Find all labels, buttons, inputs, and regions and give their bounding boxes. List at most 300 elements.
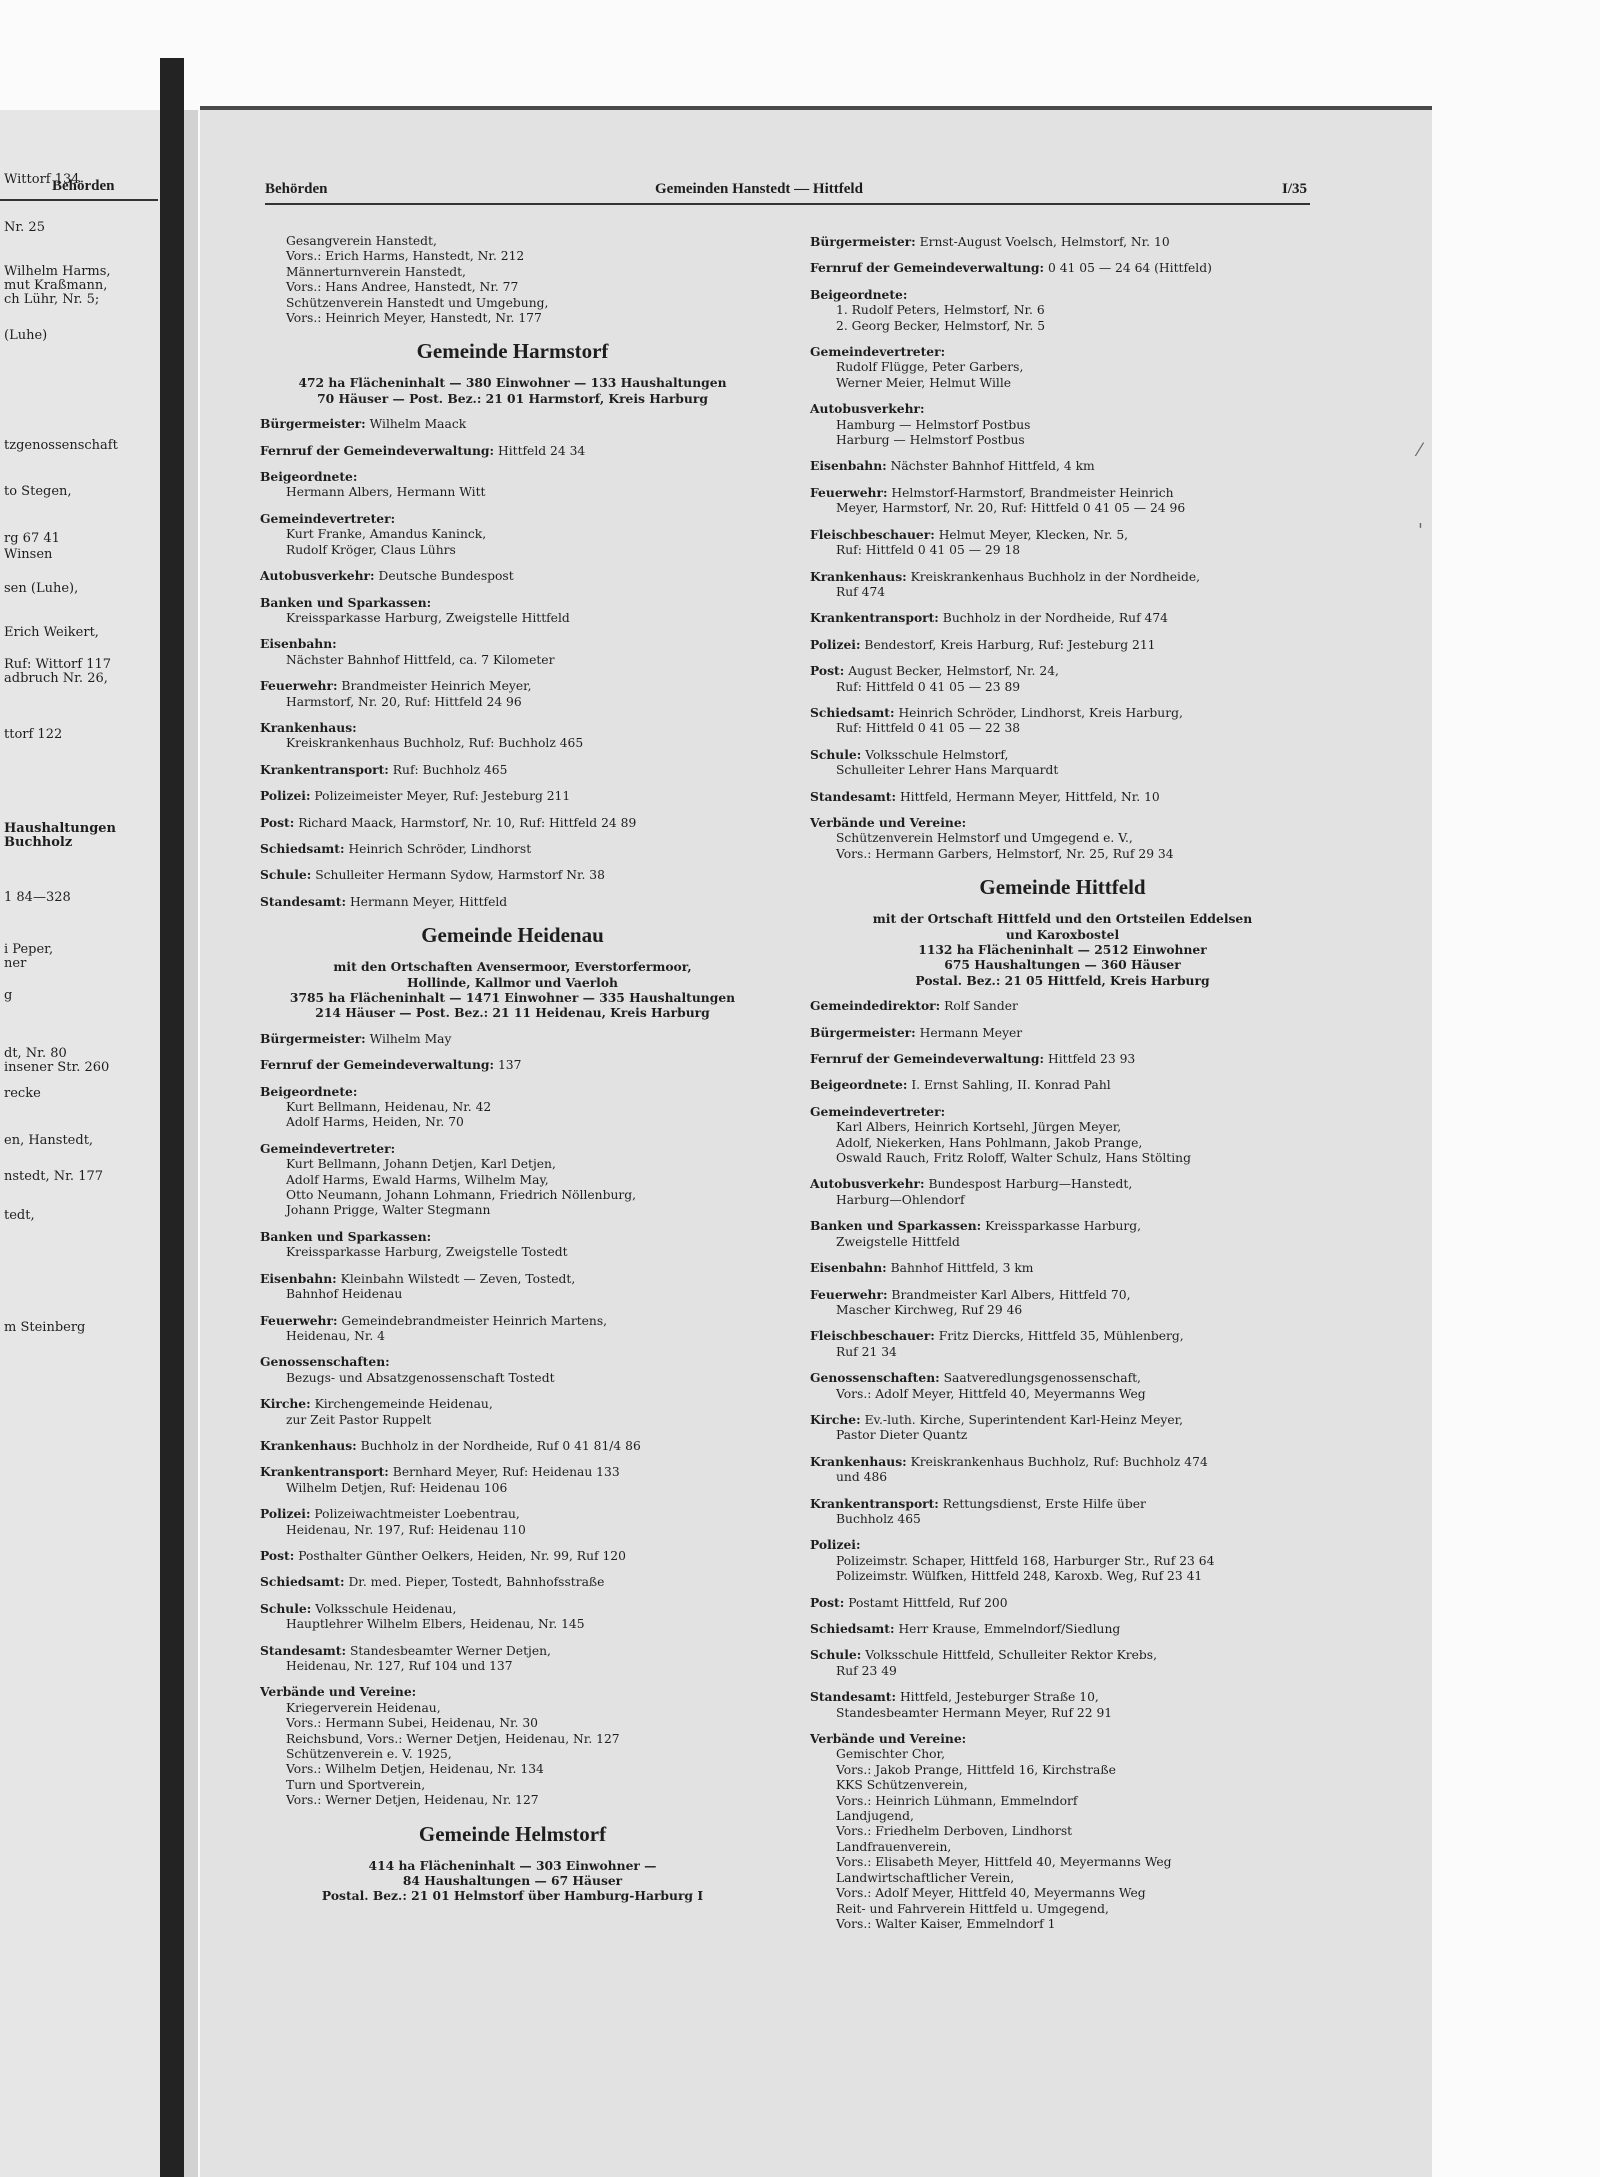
entry-line xyxy=(260,469,765,485)
previous-page-fragment xyxy=(0,110,160,2177)
entry-label: Polizei: xyxy=(810,1537,861,1553)
hittfeld-entries xyxy=(810,998,1315,1932)
entry-line xyxy=(810,1496,1315,1512)
stats-line: 3785 ha Flächeninhalt — 1471 Einwohner — 335 Haushaltungen xyxy=(289,990,736,1005)
entry-value: Saatveredlungsgenossenschaft, xyxy=(943,1371,1141,1386)
entry-value: Nächster Bahnhof Hittfeld, 4 km xyxy=(890,459,1095,474)
entry-line xyxy=(810,344,1315,360)
entry-line xyxy=(260,1643,765,1659)
entry-value: Hittfeld 23 93 xyxy=(1047,1052,1136,1067)
entry-continuation: Polizeimstr. Wülfken, Hittfeld 248, Karoxb. Weg, Ruf 23 41 xyxy=(836,1569,1203,1584)
entry-label: Schiedsamt: xyxy=(260,1574,345,1590)
entry-label: Feuerwehr: xyxy=(810,1286,888,1302)
entry-line xyxy=(810,1689,1315,1705)
entry-line xyxy=(260,1548,765,1564)
entry-continuation: Vors.: Adolf Meyer, Hittfeld 40, Meyermanns Weg xyxy=(836,1386,1146,1401)
entry-continuation: Turn und Sportverein, xyxy=(286,1777,426,1792)
entry-value: 137 xyxy=(497,1058,522,1073)
directory-entry xyxy=(810,287,1315,334)
entry-continuation: Heidenau, Nr. 4 xyxy=(286,1328,385,1343)
entry-value: Kreiskrankenhaus Buchholz, Ruf: Buchholz 474 xyxy=(910,1454,1208,1469)
entry-value: Wilhelm May xyxy=(369,1031,452,1046)
entry-line xyxy=(260,678,765,694)
entry-label: Krankentransport: xyxy=(260,1464,389,1480)
left-page-line: nstedt, Nr. 177 xyxy=(4,1169,104,1184)
entry-continuation: Zweigstelle Hittfeld xyxy=(836,1234,960,1249)
entry-continuation: Kurt Franke, Amandus Kaninck, xyxy=(286,527,487,542)
entry-line xyxy=(260,867,765,883)
entry-value: Ruf: Buchholz 465 xyxy=(392,762,508,777)
entry-label: Post: xyxy=(810,1594,845,1610)
entry-label: Post: xyxy=(260,1547,295,1563)
entry-label: Standesamt: xyxy=(260,1642,347,1658)
entry-continuation: KKS Schützenverein, xyxy=(836,1778,968,1793)
left-page-line: m Steinberg xyxy=(4,1320,86,1335)
entry-label: Eisenbahn: xyxy=(260,636,337,652)
directory-entry xyxy=(810,789,1315,805)
directory-entry xyxy=(810,1454,1315,1486)
directory-entry xyxy=(260,1354,765,1386)
directory-entry xyxy=(260,1313,765,1345)
entry-label: Gemeindevertreter: xyxy=(810,344,946,360)
entry-value: Hittfeld, Jesteburger Straße 10, xyxy=(899,1690,1099,1705)
directory-entry xyxy=(260,788,765,804)
entry-line xyxy=(810,1104,1315,1120)
entry-continuation: Kurt Bellmann, Johann Detjen, Karl Detjen, xyxy=(286,1157,556,1172)
entry-label: Fleischbeschauer: xyxy=(810,1328,935,1344)
directory-entry xyxy=(810,1412,1315,1444)
directory-entry xyxy=(260,1464,765,1496)
entry-line xyxy=(810,1051,1315,1067)
entry-value: Rettungsdienst, Erste Hilfe über xyxy=(942,1496,1146,1511)
entry-value: Kleinbahn Wilstedt — Zeven, Tostedt, xyxy=(340,1271,576,1286)
entry-continuation: Gemischter Chor, xyxy=(836,1747,945,1762)
entry-continuation: Vors.: Hermann Garbers, Helmstorf, Nr. 25, Ruf 29 34 xyxy=(836,846,1174,861)
entry-label: Schiedsamt: xyxy=(260,840,345,856)
entry-value: 0 41 05 — 24 64 (Hittfeld) xyxy=(1047,261,1212,276)
directory-entry xyxy=(810,747,1315,779)
entry-line xyxy=(260,568,765,584)
entry-line xyxy=(260,1464,765,1480)
entry-continuation: Heidenau, Nr. 197, Ruf: Heidenau 110 xyxy=(286,1522,526,1537)
entry-value: Volksschule Helmstorf, xyxy=(865,747,1009,762)
entry-line xyxy=(810,705,1315,721)
entry-continuation: Nächster Bahnhof Hittfeld, ca. 7 Kilometer xyxy=(286,652,555,667)
entry-continuation: Adolf, Niekerken, Hans Pohlmann, Jakob Prange, xyxy=(836,1135,1143,1150)
entry-line xyxy=(810,1218,1315,1234)
entry-line xyxy=(260,841,765,857)
entry-value: August Becker, Helmstorf, Nr. 24, xyxy=(848,664,1059,679)
entry-label: Beigeordnete: xyxy=(810,286,908,302)
entry-value: Ernst-August Voelsch, Helmstorf, Nr. 10 xyxy=(919,235,1170,249)
left-page-line: g xyxy=(4,988,13,1003)
entry-continuation: Kreissparkasse Harburg, Zweigstelle Tostedt xyxy=(286,1245,568,1260)
directory-entry xyxy=(260,867,765,883)
entry-line xyxy=(810,1647,1315,1663)
entry-value: Polizeiwachtmeister Loebentrau, xyxy=(314,1507,520,1522)
directory-entry xyxy=(810,458,1315,474)
entry-continuation: Adolf Harms, Heiden, Nr. 70 xyxy=(286,1115,464,1130)
entry-value: Schulleiter Hermann Sydow, Harmstorf Nr. 38 xyxy=(315,868,605,883)
entry-continuation: und 486 xyxy=(836,1470,888,1485)
entry-continuation: Ruf: Hittfeld 0 41 05 — 29 18 xyxy=(836,543,1021,558)
entry-value: Rolf Sander xyxy=(944,999,1018,1014)
helmstorf-stats xyxy=(260,1858,765,1904)
entry-line xyxy=(810,1328,1315,1344)
entry-continuation: Oswald Rauch, Fritz Roloff, Walter Schulz, Hans Stölting xyxy=(836,1151,1191,1166)
entry-value: Kreiskrankenhaus Buchholz in der Nordheide, xyxy=(910,569,1201,584)
entry-value: Wilhelm Maack xyxy=(369,417,467,432)
entry-value: Bahnhof Hittfeld, 3 km xyxy=(890,1261,1034,1276)
left-page-line: mut Kraßmann, xyxy=(4,278,108,293)
directory-entry xyxy=(260,1506,765,1538)
entry-line xyxy=(810,1370,1315,1386)
club-line: Männerturnverein Hanstedt, xyxy=(286,264,466,279)
directory-entry xyxy=(810,1731,1315,1932)
directory-entry xyxy=(810,1287,1315,1319)
entry-label: Fernruf der Gemeindeverwaltung: xyxy=(810,1051,1045,1067)
stats-line: 84 Haushaltungen — 67 Häuser xyxy=(402,1873,623,1889)
entry-label: Beigeordnete: xyxy=(260,469,358,485)
stats-line: mit der Ortschaft Hittfeld und den Ortsteilen Eddelsen xyxy=(872,911,1253,927)
entry-continuation: Hermann Albers, Hermann Witt xyxy=(286,485,486,500)
entry-value: Brandmeister Heinrich Meyer, xyxy=(341,679,532,694)
section-title-helmstorf: Gemeinde Helmstorf xyxy=(418,1821,607,1846)
entry-continuation: Ruf 21 34 xyxy=(836,1344,897,1359)
club-line: Schützenverein Hanstedt und Umgebung, xyxy=(286,295,549,310)
entry-label: Feuerwehr: xyxy=(810,484,888,500)
entry-value: Kirchengemeinde Heidenau, xyxy=(314,1397,493,1412)
entry-continuation: Ruf: Hittfeld 0 41 05 — 22 38 xyxy=(836,721,1021,736)
entry-label: Krankenhaus: xyxy=(260,719,357,735)
entry-label: Gemeindedirektor: xyxy=(810,998,941,1014)
entry-line xyxy=(810,789,1315,805)
entry-continuation: Harburg—Ohlendorf xyxy=(836,1192,965,1207)
entry-label: Standesamt: xyxy=(810,788,897,804)
entry-continuation: Schulleiter Lehrer Hans Marquardt xyxy=(836,763,1059,778)
left-page-line: dt, Nr. 80 xyxy=(4,1046,67,1061)
entry-value: Hittfeld, Hermann Meyer, Hittfeld, Nr. 10 xyxy=(899,789,1160,804)
section-title-heidenau: Gemeinde Heidenau xyxy=(421,923,604,948)
stats-line: 214 Häuser — Post. Bez.: 21 11 Heidenau, Kreis Harburg xyxy=(315,1005,710,1021)
entry-line xyxy=(810,1412,1315,1428)
directory-entry xyxy=(260,636,765,668)
entry-label: Gemeindevertreter: xyxy=(810,1103,946,1119)
page-number: I/35 xyxy=(1282,181,1308,197)
entry-continuation: Reit- und Fahrverein Hittfeld u. Umgegend, xyxy=(836,1901,1109,1916)
entry-value: Bundespost Harburg—Hanstedt, xyxy=(928,1177,1133,1192)
entry-label: Eisenbahn: xyxy=(810,458,887,474)
entry-continuation: Landjugend, xyxy=(836,1809,914,1824)
entry-line xyxy=(260,1506,765,1522)
club-line: Vors.: Hans Andree, Hanstedt, Nr. 77 xyxy=(286,280,519,295)
stats-line: 70 Häuser — Post. Bez.: 21 01 Harmstorf, Kreis Harburg xyxy=(317,390,708,406)
hittfeld-stats xyxy=(810,911,1315,988)
entry-label: Schule: xyxy=(810,1647,862,1663)
directory-entry xyxy=(810,1218,1315,1250)
book-binding xyxy=(160,58,184,2177)
entry-label: Beigeordnete: xyxy=(810,1077,908,1093)
left-page-line: en, Hanstedt, xyxy=(4,1133,94,1148)
entry-value: Herr Krause, Emmelndorf/Siedlung xyxy=(898,1622,1121,1636)
entry-continuation: zur Zeit Pastor Ruppelt xyxy=(286,1412,432,1427)
directory-entry xyxy=(260,1229,765,1261)
entry-line xyxy=(260,595,765,611)
entry-label: Autobusverkehr: xyxy=(810,1176,925,1192)
entry-line xyxy=(260,1031,765,1047)
directory-entry xyxy=(810,1689,1315,1721)
entry-label: Schule: xyxy=(810,746,862,762)
running-header-left: Behörden xyxy=(265,181,328,197)
entry-continuation: 2. Georg Becker, Helmstorf, Nr. 5 xyxy=(836,318,1046,333)
left-page-line: ttorf 122 xyxy=(4,727,63,742)
entry-line xyxy=(810,485,1315,501)
directory-entry xyxy=(810,1051,1315,1067)
entry-label: Fernruf der Gemeindeverwaltung: xyxy=(260,442,495,458)
entry-continuation: Kriegerverein Heidenau, xyxy=(286,1700,441,1715)
heidenau-entries xyxy=(260,1031,765,1809)
directory-entry xyxy=(810,610,1315,626)
entry-value: I. Ernst Sahling, II. Konrad Pahl xyxy=(911,1078,1111,1093)
entry-label: Fernruf der Gemeindeverwaltung: xyxy=(260,1057,495,1073)
directory-entry xyxy=(810,705,1315,737)
entry-continuation: Buchholz 465 xyxy=(836,1511,921,1526)
directory-entry xyxy=(260,1643,765,1675)
entry-line xyxy=(260,1084,765,1100)
entry-label: Kirche: xyxy=(260,1396,311,1412)
entry-value: Fritz Diercks, Hittfeld 35, Mühlenberg, xyxy=(938,1329,1184,1344)
entry-label: Verbände und Vereine: xyxy=(260,1684,417,1700)
entry-continuation: Kurt Bellmann, Heidenau, Nr. 42 xyxy=(286,1100,492,1115)
directory-entry xyxy=(260,443,765,459)
entry-label: Krankentransport: xyxy=(810,1495,939,1511)
entry-continuation: Vors.: Heinrich Lühmann, Emmelndorf xyxy=(836,1793,1078,1808)
section-title-hittfeld: Gemeinde Hittfeld xyxy=(979,875,1146,900)
entry-line xyxy=(260,416,765,432)
directory-entry xyxy=(810,1621,1315,1637)
directory-entry xyxy=(260,1601,765,1633)
entry-continuation: Hamburg — Helmstorf Postbus xyxy=(836,417,1031,432)
club-line: Vors.: Heinrich Meyer, Hanstedt, Nr. 177 xyxy=(286,311,542,326)
directory-entry xyxy=(260,762,765,778)
entry-line xyxy=(260,511,765,527)
directory-entry xyxy=(260,1574,765,1590)
entry-continuation: Polizeimstr. Schaper, Hittfeld 168, Harburger Str., Ruf 23 64 xyxy=(836,1553,1215,1568)
entry-line xyxy=(810,260,1315,276)
entry-line xyxy=(810,998,1315,1014)
entry-continuation: Pastor Dieter Quantz xyxy=(836,1428,968,1443)
entry-line xyxy=(810,1454,1315,1470)
left-page-line: Wilhelm Harms, xyxy=(4,264,111,279)
left-page-line: Wittorf 134 xyxy=(4,172,80,187)
entry-continuation: Harburg — Helmstorf Postbus xyxy=(836,433,1025,448)
left-page-line: Erich Weikert, xyxy=(4,625,99,640)
directory-entry xyxy=(260,815,765,831)
directory-entry xyxy=(810,527,1315,559)
entry-line xyxy=(260,1271,765,1287)
club-line: Gesangverein Hanstedt, xyxy=(286,234,437,248)
entry-value: Kreissparkasse Harburg, xyxy=(985,1219,1142,1234)
entry-label: Polizei: xyxy=(810,636,861,652)
entry-label: Krankentransport: xyxy=(260,761,389,777)
directory-entry xyxy=(810,401,1315,448)
entry-label: Banken und Sparkassen: xyxy=(810,1218,982,1234)
entry-continuation: Meyer, Harmstorf, Nr. 20, Ruf: Hittfeld 0 41 05 — 24 96 xyxy=(836,501,1186,516)
entry-continuation: Schützenverein Helmstorf und Umgegend e. V., xyxy=(836,831,1133,846)
entry-continuation: Vors.: Walter Kaiser, Emmelndorf 1 xyxy=(836,1916,1056,1931)
entry-line xyxy=(810,1621,1315,1637)
entry-label: Fleischbeschauer: xyxy=(810,526,935,542)
directory-entry xyxy=(810,1370,1315,1402)
entry-continuation: Ruf 474 xyxy=(836,584,886,599)
directory-entry xyxy=(260,1084,765,1131)
left-page-line: 1 84—328 xyxy=(4,890,71,905)
entry-line xyxy=(260,1684,765,1700)
entry-value: Buchholz in der Nordheide, Ruf 474 xyxy=(942,611,1169,626)
entry-label: Kirche: xyxy=(810,1411,861,1427)
directory-entry xyxy=(260,416,765,432)
directory-entry xyxy=(260,1271,765,1303)
entry-label: Beigeordnete: xyxy=(260,1083,358,1099)
left-page-line: Winsen xyxy=(4,547,53,562)
directory-entry xyxy=(260,841,765,857)
stats-line: Postal. Bez.: 21 01 Helmstorf über Hamburg-Harburg I xyxy=(321,1888,704,1904)
entry-line xyxy=(260,443,765,459)
directory-entry xyxy=(810,485,1315,517)
entry-continuation: Vors.: Elisabeth Meyer, Hittfeld 40, Meyermanns Weg xyxy=(836,1855,1172,1870)
entry-continuation: Vors.: Adolf Meyer, Hittfeld 40, Meyermanns Weg xyxy=(836,1886,1146,1901)
entry-value: Deutsche Bundespost xyxy=(378,569,514,584)
left-page-line: tedt, xyxy=(4,1208,35,1223)
margin-pencil-mark: ' xyxy=(1418,520,1423,541)
directory-entry xyxy=(260,568,765,584)
entry-label: Feuerwehr: xyxy=(260,1312,338,1328)
entry-line xyxy=(810,527,1315,543)
entry-continuation: Vors.: Hermann Subei, Heidenau, Nr. 30 xyxy=(286,1716,538,1731)
entry-label: Post: xyxy=(260,814,295,830)
directory-entry xyxy=(810,569,1315,601)
entry-label: Genossenschaften: xyxy=(260,1354,390,1370)
directory-entry xyxy=(810,1077,1315,1093)
harmstorf-stats xyxy=(260,375,765,406)
directory-entry xyxy=(260,595,765,627)
entry-label: Standesamt: xyxy=(810,1689,897,1705)
section-title-harmstorf: Gemeinde Harmstorf xyxy=(416,339,609,364)
entry-continuation: Schützenverein e. V. 1925, xyxy=(286,1747,452,1762)
entry-line xyxy=(810,637,1315,653)
entry-label: Gemeindevertreter: xyxy=(260,510,396,526)
entry-continuation: Wilhelm Detjen, Ruf: Heidenau 106 xyxy=(286,1480,508,1495)
entry-value: Buchholz in der Nordheide, Ruf 0 41 81/4 86 xyxy=(360,1438,641,1453)
entry-label: Autobusverkehr: xyxy=(810,401,925,417)
directory-entry xyxy=(810,663,1315,695)
left-page-line: i Peper, xyxy=(4,942,54,957)
entry-continuation: Vors.: Werner Detjen, Heidenau, Nr. 127 xyxy=(286,1793,539,1808)
entry-value: Bendestorf, Kreis Harburg, Ruf: Jesteburg 211 xyxy=(864,637,1156,652)
entry-line xyxy=(810,663,1315,679)
entry-continuation: Standesbeamter Hermann Meyer, Ruf 22 91 xyxy=(836,1705,1113,1720)
entry-value: Gemeindebrandmeister Heinrich Martens, xyxy=(341,1313,608,1328)
entry-line xyxy=(810,1260,1315,1276)
entry-continuation: Reichsbund, Vors.: Werner Detjen, Heidenau, Nr. 127 xyxy=(286,1731,620,1746)
entry-line xyxy=(810,747,1315,763)
entry-line xyxy=(260,1438,765,1454)
entry-line xyxy=(260,762,765,778)
entry-continuation: Ruf 23 49 xyxy=(836,1663,897,1678)
entry-value: Dr. med. Pieper, Tostedt, Bahnhofsstraße xyxy=(348,1575,605,1590)
entry-value: Brandmeister Karl Albers, Hittfeld 70, xyxy=(891,1287,1131,1302)
directory-entry xyxy=(260,511,765,558)
entry-label: Eisenbahn: xyxy=(260,1270,337,1286)
left-page-line: Buchholz xyxy=(4,835,73,850)
directory-entry xyxy=(260,678,765,710)
harmstorf-entries xyxy=(260,416,765,910)
entry-label: Gemeindevertreter: xyxy=(260,1140,396,1156)
entry-continuation: Vors.: Wilhelm Detjen, Heidenau, Nr. 134 xyxy=(286,1762,544,1777)
directory-entry xyxy=(260,1031,765,1047)
entry-continuation: Heidenau, Nr. 127, Ruf 104 und 137 xyxy=(286,1659,513,1673)
entry-label: Schule: xyxy=(260,867,312,883)
entry-label: Bürgermeister: xyxy=(810,1024,916,1040)
club-line: Vors.: Erich Harms, Hanstedt, Nr. 212 xyxy=(286,249,525,264)
directory-entry xyxy=(810,1647,1315,1679)
entry-label: Bürgermeister: xyxy=(260,1030,366,1046)
left-page-line: adbruch Nr. 26, xyxy=(4,671,108,686)
entry-continuation: Landwirtschaftlicher Verein, xyxy=(836,1870,1015,1885)
entry-label: Krankenhaus: xyxy=(260,1437,357,1453)
entry-continuation: Adolf Harms, Ewald Harms, Wilhelm May, xyxy=(286,1172,549,1187)
directory-entry xyxy=(810,234,1315,250)
directory-entry xyxy=(810,1496,1315,1528)
stats-line: Hollinde, Kallmor und Vaerloh xyxy=(407,974,618,990)
entry-line xyxy=(810,1287,1315,1303)
entry-line xyxy=(810,1731,1315,1747)
left-page-line: recke xyxy=(4,1086,41,1101)
entry-label: Feuerwehr: xyxy=(260,678,338,694)
left-page-line: Nr. 25 xyxy=(4,220,45,235)
directory-entry xyxy=(810,1260,1315,1276)
directory-entry xyxy=(260,1684,765,1808)
entry-label: Post: xyxy=(810,663,845,679)
entry-label: Standesamt: xyxy=(260,893,347,909)
entry-label: Bürgermeister: xyxy=(810,234,916,249)
stats-line: 675 Haushaltungen — 360 Häuser xyxy=(944,957,1181,973)
entry-label: Banken und Sparkassen: xyxy=(260,594,432,610)
entry-line xyxy=(810,569,1315,585)
entry-continuation: Vors.: Friedhelm Derboven, Lindhorst xyxy=(836,1824,1073,1839)
entry-line xyxy=(810,1176,1315,1192)
left-page-header: Behörden xyxy=(52,178,115,194)
entry-label: Autobusverkehr: xyxy=(260,568,375,584)
entry-value: Ev.-luth. Kirche, Superintendent Karl-Heinz Meyer, xyxy=(864,1412,1184,1427)
entry-line xyxy=(810,1595,1315,1611)
directory-entry xyxy=(810,1104,1315,1167)
right-column xyxy=(810,234,1315,1942)
entry-continuation: Mascher Kirchweg, Ruf 29 46 xyxy=(836,1302,1023,1317)
entry-continuation: Harmstorf, Nr. 20, Ruf: Hittfeld 24 96 xyxy=(286,694,522,709)
entry-label: Fernruf der Gemeindeverwaltung: xyxy=(810,260,1045,276)
entry-line xyxy=(810,1025,1315,1041)
entry-label: Krankenhaus: xyxy=(810,1453,907,1469)
entry-continuation: Rudolf Flügge, Peter Garbers, xyxy=(836,360,1024,375)
entry-line xyxy=(810,458,1315,474)
entry-continuation: Vors.: Jakob Prange, Hittfeld 16, Kirchstraße xyxy=(836,1762,1116,1777)
left-page-line: to Stegen, xyxy=(4,484,72,499)
entry-label: Schiedsamt: xyxy=(810,704,895,720)
directory-entry xyxy=(260,469,765,501)
left-page-line: Haushaltungen xyxy=(4,821,117,836)
helmstorf-entries xyxy=(810,234,1315,862)
